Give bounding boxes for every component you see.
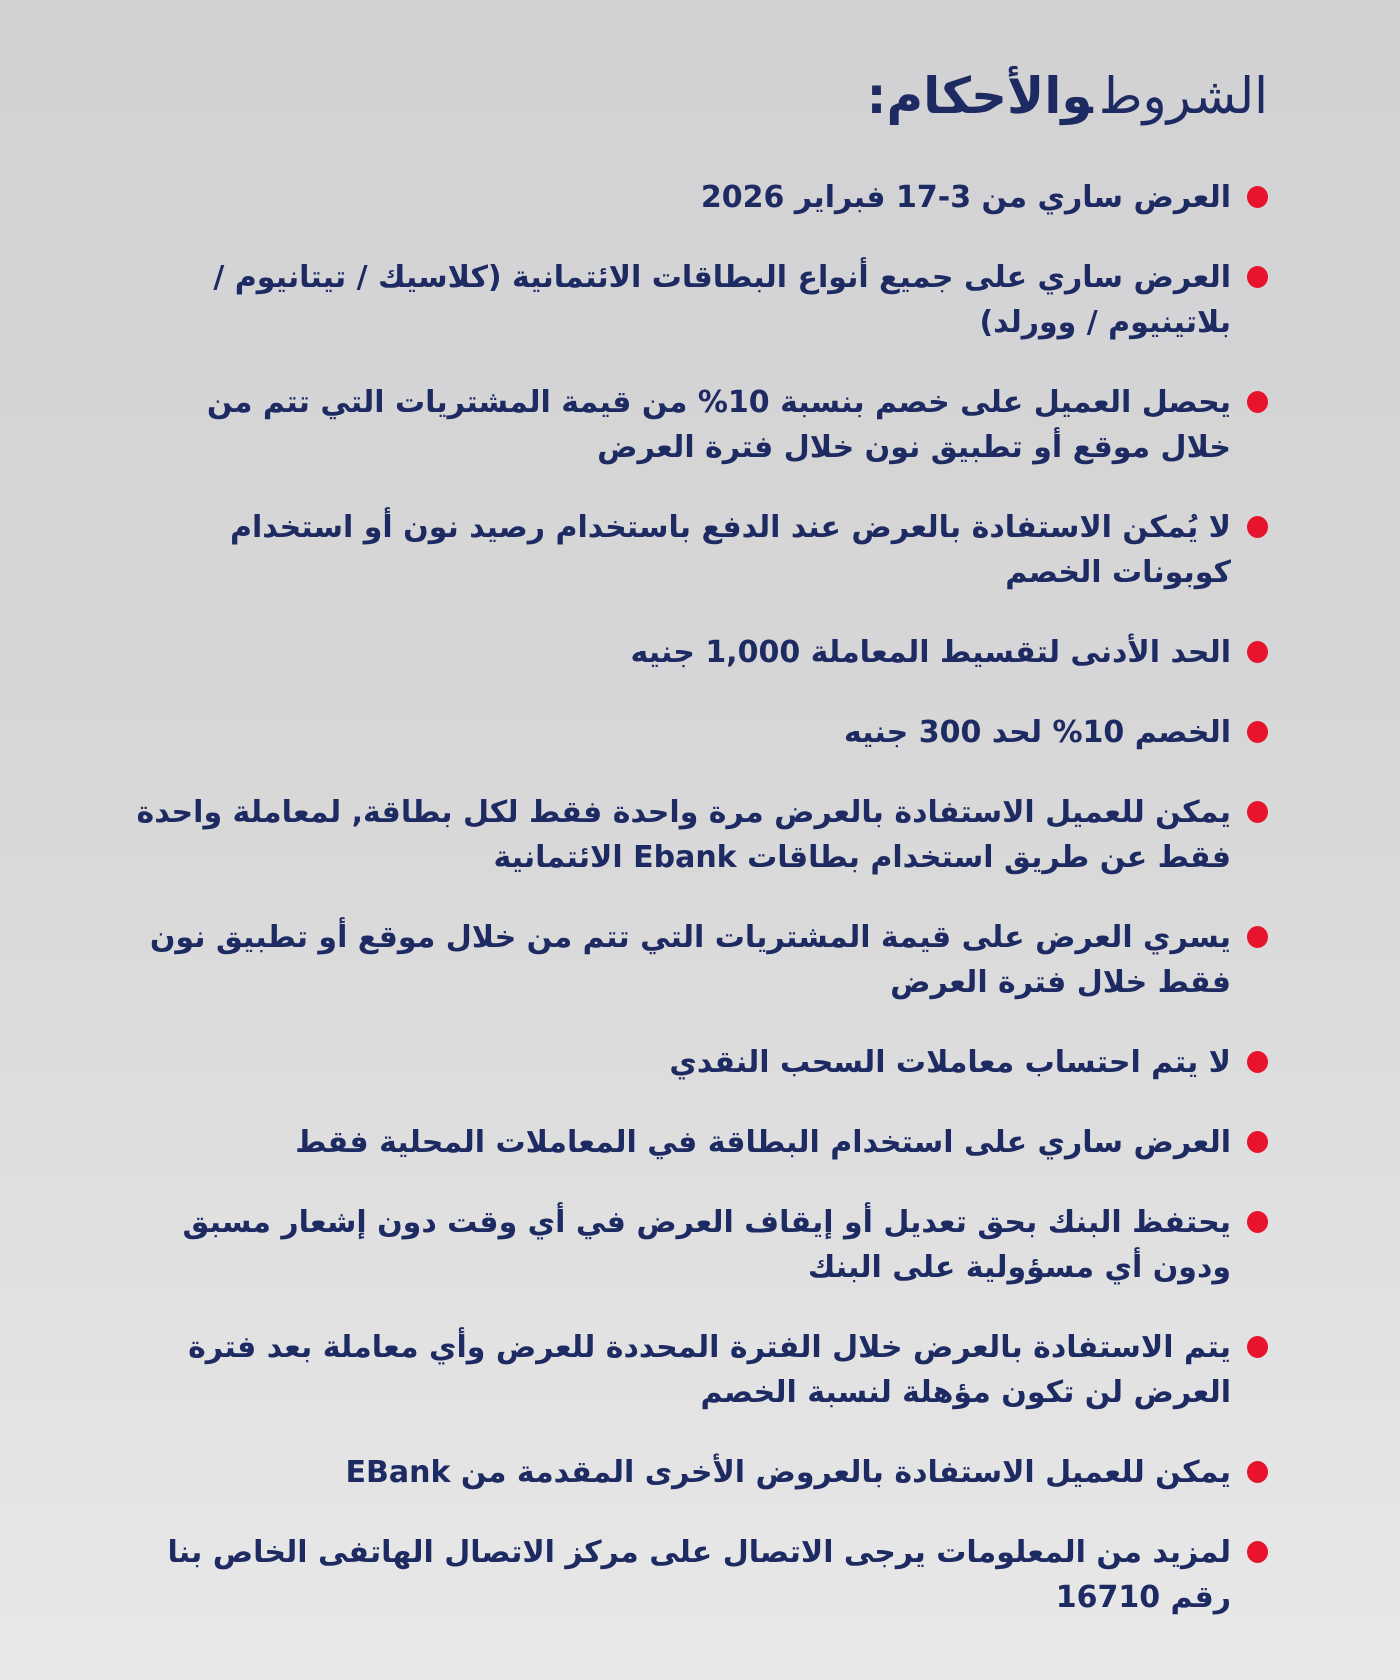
list-item — [132, 1530, 1268, 1620]
bullet-icon — [1247, 926, 1268, 948]
list-item — [132, 380, 1268, 470]
term-text: يمكن للعميل الاستفادة بالعرض مرة واحدة فقط لكل بطاقة, لمعاملة واحدة فقط عن طريق استخدام بطاقات Ebank الائتمانية — [136, 795, 1231, 875]
bullet-icon — [1247, 1211, 1268, 1233]
bullet-icon — [1247, 1051, 1268, 1073]
list-item — [132, 175, 1268, 220]
bullet-icon — [1247, 1131, 1268, 1153]
term-text: يسري العرض على قيمة المشتريات التي تتم من خلال موقع أو تطبيق نون فقط خلال فترة العرض — [149, 920, 1231, 1000]
bullet-icon — [1247, 516, 1268, 538]
list-item — [132, 1325, 1268, 1415]
term-text: يتم الاستفادة بالعرض خلال الفترة المحددة للعرض وأي معاملة بعد فترة العرض لن تكون مؤهلة لنسبة الخصم — [188, 1330, 1231, 1410]
term-text: يحصل العميل على خصم بنسبة 10% من قيمة المشتريات التي تتم من خلال موقع أو تطبيق نون خلال فترة العرض — [206, 385, 1231, 465]
list-item — [132, 790, 1268, 880]
bullet-icon — [1247, 1461, 1268, 1483]
list-item — [132, 915, 1268, 1005]
bullet-icon — [1247, 1336, 1268, 1358]
terms-list — [132, 175, 1268, 1620]
term-text: يمكن للعميل الاستفادة بالعروض الأخرى المقدمة من EBank — [345, 1455, 1231, 1490]
term-text: العرض ساري من 3-17 فبراير 2026 — [700, 180, 1231, 215]
term-text: الخصم 10% لحد 300 جنيه — [843, 715, 1231, 750]
list-item — [132, 1200, 1268, 1290]
bullet-icon — [1247, 641, 1268, 663]
page-title-bold: والأحكام: — [866, 67, 1093, 125]
bullet-icon — [1247, 721, 1268, 743]
list-item — [132, 255, 1268, 345]
bullet-icon — [1247, 801, 1268, 823]
list-item — [132, 1120, 1268, 1165]
term-text: العرض ساري على جميع أنواع البطاقات الائتمانية (كلاسيك / تيتانيوم / بلاتينيوم / وورلد) — [213, 260, 1231, 340]
term-text: لا يُمكن الاستفادة بالعرض عند الدفع باستخدام رصيد نون أو استخدام كوبونات الخصم — [230, 510, 1231, 590]
bullet-icon — [1247, 186, 1268, 208]
list-item — [132, 505, 1268, 595]
list-item — [132, 710, 1268, 755]
list-item — [132, 630, 1268, 675]
page-title-regular: الشروط — [1102, 67, 1268, 125]
bullet-icon — [1247, 266, 1268, 288]
term-text: يحتفظ البنك بحق تعديل أو إيقاف العرض في أي وقت دون إشعار مسبق ودون أي مسؤولية على البنك — [182, 1205, 1231, 1285]
term-text: لا يتم احتساب معاملات السحب النقدي — [669, 1045, 1231, 1080]
term-text: الحد الأدنى لتقسيط المعاملة 1,000 جنيه — [630, 635, 1231, 670]
bullet-icon — [1247, 1541, 1268, 1563]
list-item — [132, 1040, 1268, 1085]
bullet-icon — [1247, 391, 1268, 413]
page-title — [132, 64, 1268, 129]
term-text: لمزيد من المعلومات يرجى الاتصال على مركز الاتصال الهاتفى الخاص بنا رقم 16710 — [167, 1535, 1231, 1615]
list-item — [132, 1450, 1268, 1495]
term-text: العرض ساري على استخدام البطاقة في المعاملات المحلية فقط — [295, 1125, 1231, 1160]
